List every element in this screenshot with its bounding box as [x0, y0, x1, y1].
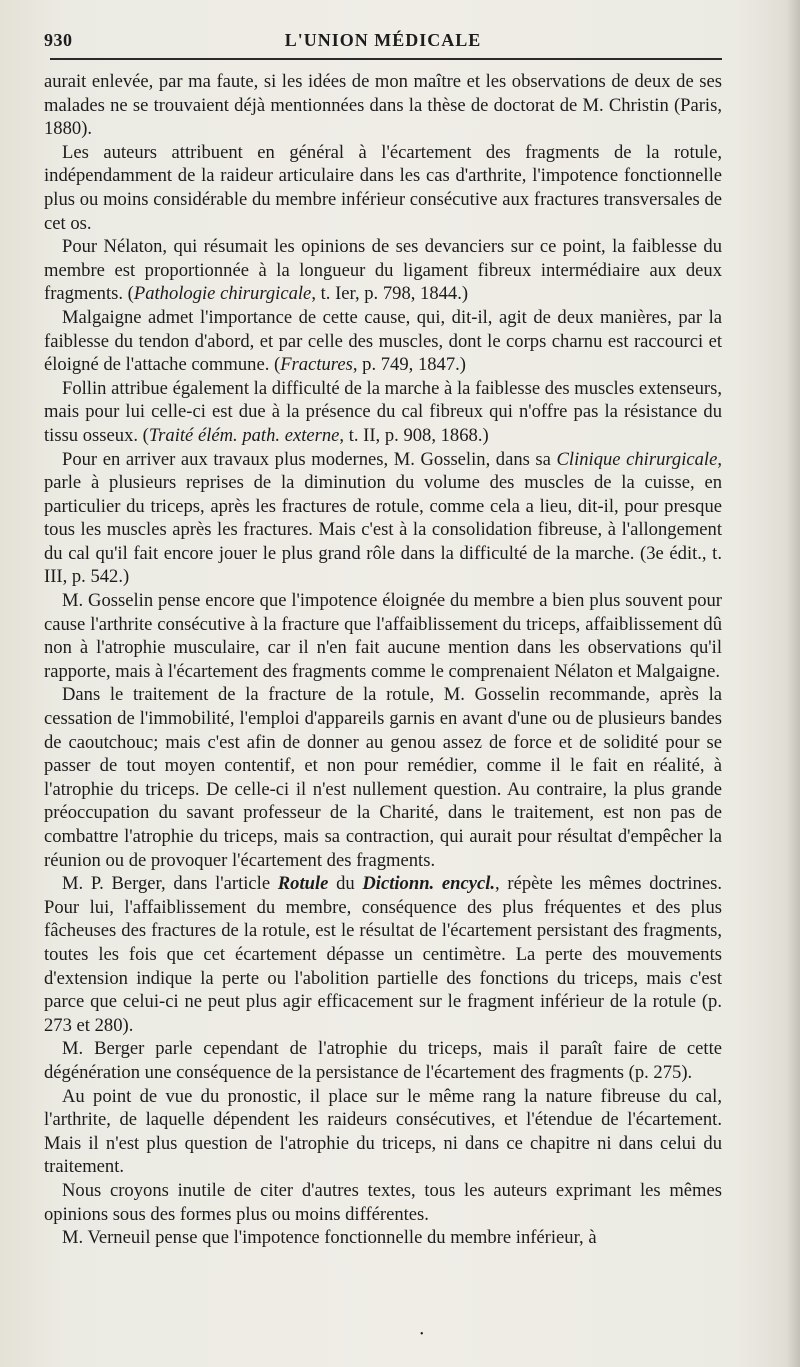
- text-segment: aurait enlevée, par ma faute, si les idées de mon maître et les observations de deux de ses malades ne se trouvaient déjà mentionnées dans la thèse de doctorat de M. Christin (Paris, 1880).: [44, 71, 722, 140]
- page-edge-shadow: [786, 0, 800, 1367]
- paragraph: [44, 683, 722, 872]
- citation-title: Traité élém. path. externe: [148, 424, 340, 446]
- text-segment: Nous croyons inutile de citer d'autres textes, tous les auteurs exprimant les mêmes opinions sous des formes plus ou moins différentes.: [44, 1179, 722, 1225]
- paragraph: [44, 70, 722, 141]
- citation-title: Fractures: [280, 354, 353, 376]
- paragraph: [44, 589, 722, 683]
- text-segment: Au point de vue du pronostic, il place sur le même rang la nature fibreuse du cal, l'arthrite, de laquelle dépendent les raideurs consécutives, et l'étendue de l'écartement. Mais il n'est plus question de l'atrophie du triceps, ni dans ce chapitre ni dans celui du traitement.: [44, 1085, 722, 1178]
- citation-title: Rotule: [277, 873, 329, 895]
- text-segment: Malgaigne admet l'importance de cette cause, qui, dit-il, agit de deux manières, par la faiblesse du tendon d'abord, et par celle des muscles, dont le corps charnu est raccourci et éloigné de l'attache commune. (: [44, 306, 722, 376]
- text-segment: du: [328, 873, 363, 895]
- text-segment: M. P. Berger, dans l'article: [62, 873, 278, 895]
- text-segment: , t. Ier, p. 798, 1844.): [311, 283, 469, 305]
- citation-title: Dictionn. encycl.: [362, 873, 496, 895]
- header-rule: [50, 58, 722, 60]
- body-text: [44, 70, 722, 1250]
- text-segment: , répète les mêmes doctrines. Pour lui, l'affaiblissement du membre, conséquence des plus fréquentes et des plus fâcheuses des fractures de la rotule, est le résultat de l'écartement persistant des fragments, toutes les fois que cet écartement dépasse un centimètre. La perte des mouvements d'extension indique la perte ou l'abolition partielle des fonctions du triceps, mais c'est parce que celui-ci ne peut plus agir efficacement sur le fragment inférieur de la rotule (p. 273 et 280).: [44, 873, 722, 1036]
- footer-mark: •: [420, 1329, 424, 1340]
- paragraph: [44, 448, 722, 590]
- citation-title: Clinique chirurgicale: [556, 448, 718, 470]
- text-segment: Pour Nélaton, qui résumait les opinions de ses devanciers sur ce point, la faiblesse du membre est proportionnée à la longueur du ligament fibreux intermédiaire aux deux fragments. (: [44, 236, 722, 305]
- text-segment: Dans le traitement de la fracture de la rotule, M. Gosselin recommande, après la cessation de l'immobilité, l'emploi d'appareils garnis en avant d'une ou de plusieurs bandes de caoutchouc; mais c'est afin de donner au genou assez de force et de solidité pour se passer de tout moyen contentif, et non pour remédier, comme il le fait en réalité, à l'atrophie du triceps. De celle-ci il n'est nullement question. Au contraire, la plus grande préoccupation du savant professeur de la Charité, dans le traitement, est non pas de combattre l'atrophie du triceps, mais sa contraction, qui aurait pour résultat d'empêcher la réunion ou de provoquer l'écartement des fragments.: [44, 684, 722, 871]
- text-segment: Les auteurs attribuent en général à l'écartement des fragments de la rotule, indépendamment de la raideur articulaire dans les cas d'arthrite, l'impotence fonctionnelle plus ou moins considérable du membre inférieur consécutive aux fractures transversales de cet os.: [44, 141, 722, 234]
- paragraph: [44, 235, 722, 306]
- text-segment: M. Gosselin pense encore que l'impotence éloignée du membre a bien plus souvent pour cause l'arthrite consécutive à la fracture que l'affaiblissement du triceps, affaiblissement dû non à l'atrophie musculaire, car il n'en fait aucune mention dans les observations qu'il rapporte, mais à l'écartement des fragments comme le comprenaient Nélaton et Malgaigne.: [44, 590, 722, 682]
- citation-title: Pathologie chirurgicale: [133, 283, 312, 305]
- paragraph: [44, 1226, 722, 1250]
- paragraph: [44, 377, 722, 448]
- text-segment: M. Verneuil pense que l'impotence fonctionnelle du membre inférieur, à: [62, 1227, 597, 1249]
- text-segment: M. Berger parle cependant de l'atrophie du triceps, mais il paraît faire de cette dégénération une conséquence de la persistance de l'écartement des fragments (p. 275).: [44, 1038, 722, 1083]
- text-segment: , p. 749, 1847.): [352, 354, 466, 376]
- paragraph: [44, 872, 722, 1037]
- paragraph: [44, 306, 722, 377]
- page-header: [44, 22, 722, 56]
- paragraph: [44, 141, 722, 235]
- running-title: L'UNION MÉDICALE: [284, 30, 482, 50]
- text-segment: , t. II, p. 908, 1868.): [339, 424, 489, 446]
- page-number: 930: [44, 30, 73, 50]
- text-segment: Pour en arriver aux travaux plus modernes, M. Gosselin, dans sa: [62, 448, 557, 470]
- text-segment: , parle à plusieurs reprises de la diminution du volume des muscles de la cuisse, en particulier du triceps, après les fractures de rotule, comme cela a lieu, dit-il, pour presque tous les muscles après les fractures. Mais c'est à la consolidation fibreuse, à l'allongement du cal qu'il fait encore jouer le plus grand rôle dans la difficulté de la marche. (3e édit., t. III, p. 542.): [44, 448, 722, 588]
- paragraph: [44, 1085, 722, 1179]
- text-segment: Follin attribue également la difficulté de la marche à la faiblesse des muscles extenseurs, mais pour lui celle-ci est due à la présence du cal fibreux qui n'offre pas la résistance du tissu osseux. (: [44, 377, 722, 446]
- paragraph: [44, 1037, 722, 1084]
- paragraph: [44, 1179, 722, 1226]
